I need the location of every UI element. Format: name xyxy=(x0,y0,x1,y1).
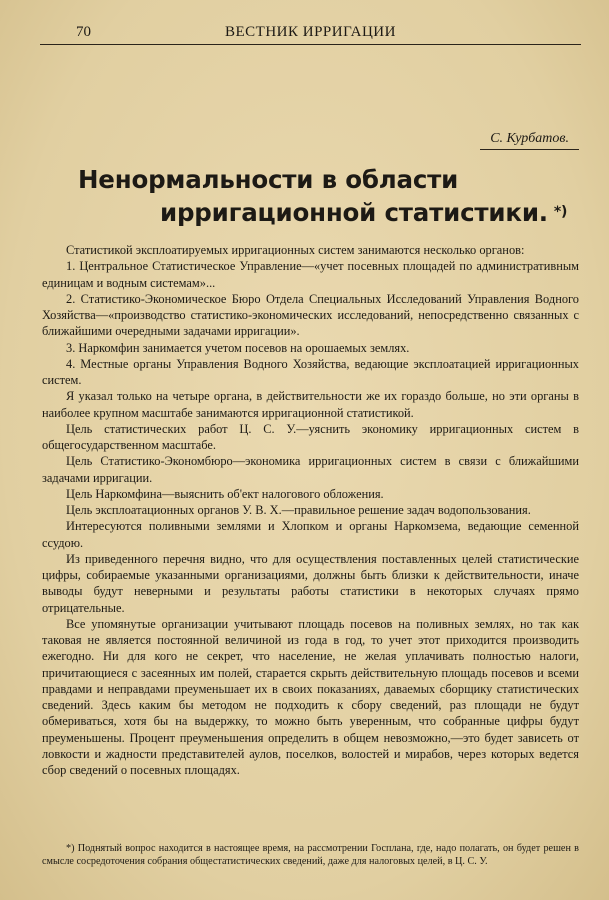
paragraph: 2. Статистико-Экономическое Бюро Отдела Специальных Исследований Управления Водного Хозяйства—«производство статистико-экономических исследований, непосредственно связанных с ближайшими очередными задачами ирригации». xyxy=(42,291,579,339)
paragraph: Интересуются поливными землями и Хлопком и органы Наркомзема, ведающие семенной ссудою. xyxy=(42,519,579,550)
article-title xyxy=(40,163,585,229)
paragraph: 1. Центральное Статистическое Управление—«учет посевных площадей по административным единицам и водным системам»... xyxy=(42,259,579,290)
paragraph: Цель Наркомфина—выяснить об'ект налогового обложения. xyxy=(66,486,384,501)
page-header xyxy=(40,22,581,45)
title-footnote-mark: *) xyxy=(553,204,568,220)
journal-title: ВЕСТНИК ИРРИГАЦИИ xyxy=(225,24,396,40)
paragraph: 4. Местные органы Управления Водного Хозяйства, ведающие эксплоатацией ирригационных систем. xyxy=(42,356,579,387)
title-line-2 xyxy=(40,196,585,229)
footnote: *) Поднятый вопрос находится в настоящее время, на рассмотрении Госплана, где, надо полагать, он будет решен в смысле сосредоточения собрания общестатистических сведений, даже для налоговых целей, в Ц. С. У. xyxy=(42,843,579,867)
title-line-2-text: ирригационной статистики. xyxy=(160,198,548,227)
paragraph: Из приведенного перечня видно, что для осуществления поставленных целей статистические цифры, собираемые указанными организациями, должны быть близки к действительности, иначе выводы будут неверными и результаты работы статистики в некоторых случаях прямо отрицательные. xyxy=(42,551,579,615)
paragraph: Цель эксплоатационных органов У. В. Х.—правильное решение задач водопользования. xyxy=(66,503,531,517)
paragraph: Статистикой эксплоатируемых ирригационных систем занимаются несколько органов: xyxy=(66,243,525,257)
paragraph: Все упомянутые организации учитывают площадь посевов на поливных землях, но так как таковая не является постоянной величиной из года в год, то учет этот приходится производить ежегодно. Ни для кого не секрет, что население, не желая уплачивать полностью налоги, причитающиеся с засеянных им полей, старается скрыть действительную площадь посевов и всеми правдами и неправдами преуменьшает их в своих показаниях, даваемых сборщику статистических сведений. Здесь каким бы методом не подходить к сбору сведений, раз площади не будут обмериваться, хотя бы на выдержку, то можно быть уверенным, что собранные цифры будут преуменьшены. Процент преуменьшения определить в общем невозможно,—это будет зависеть от ловкости и жадности представителей аулов, поселков, волостей и мирабов, через которых ведется сбор сведений о посевных площадях. xyxy=(42,616,579,777)
title-line-1: Ненормальности в области xyxy=(78,165,459,194)
paragraph: Цель статистических работ Ц. С. У.—уяснить экономику ирригационных систем в общегосударственном масштабе. xyxy=(42,421,579,452)
article-body xyxy=(42,242,579,778)
paragraph: Я указал только на четыре органа, в действительности же их гораздо больше, но эти органы в наиболее крупном масштабе занимаются ирригационной статистикой. xyxy=(42,389,579,420)
page-number: 70 xyxy=(76,24,91,40)
paragraph: 3. Наркомфин занимается учетом посевов на орошаемых землях. xyxy=(66,340,410,355)
paragraph: Цель Статистико-Экономбюро—экономика ирригационных систем в связи с ближайшими задачами ирригации. xyxy=(42,454,579,485)
author-name: С. Курбатов. xyxy=(480,131,579,150)
